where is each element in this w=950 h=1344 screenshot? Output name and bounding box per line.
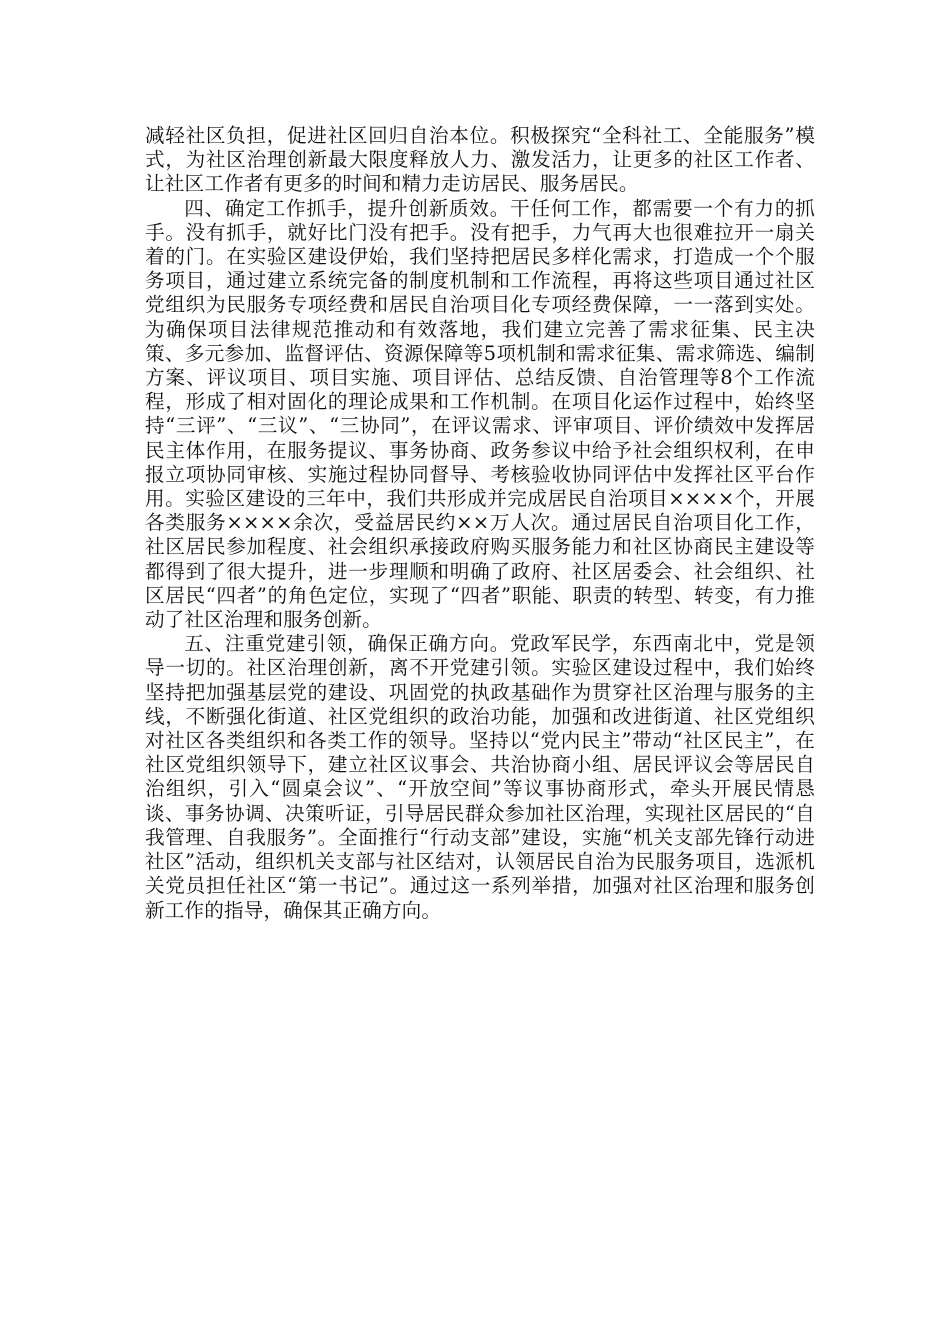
document-body <box>145 124 815 923</box>
paragraph-continuation: 减轻社区负担，促进社区回归自治本位。积极探究“全科社工、全能服务”模式，为社区治理创新最大限度释放人力、激发活力，让更多的社区工作者、让社区工作者有更多的时间和精力走访居民、服务居民。 <box>145 124 815 196</box>
paragraph-section-five: 五、注重党建引领，确保正确方向。党政军民学，东西南北中，党是领导一切的。社区治理创新，离不开党建引领。实验区建设过程中，我们始终坚持把加强基层党的建设、巩固党的执政基础作为贯穿社区治理与服务的主线，不断强化街道、社区党组织的政治功能，加强和改进街道、社区党组织对社区各类组织和各类工作的领导。坚持以“党内民主”带动“社区民主”，在社区党组织领导下，建立社区议事会、共治协商小组、居民评议会等居民自治组织，引入“圆桌会议”、“开放空间”等议事协商形式，牵头开展民情恳谈、事务协调、决策听证，引导居民群众参加社区治理，实现社区居民的“自我管理、自我服务”。全面推行“行动支部”建设，实施“机关支部先锋行动进社区”活动，组织机关支部与社区结对，认领居民自治为民服务项目，选派机关党员担任社区“第一书记”。通过这一系列举措，加强对社区治理和服务创新工作的指导，确保其正确方向。 <box>145 632 815 922</box>
paragraph-section-four: 四、确定工作抓手，提升创新质效。干任何工作，都需要一个有力的抓手。没有抓手，就好比门没有把手。没有把手，力气再大也很难拉开一扇关着的门。在实验区建设伊始，我们坚持把居民多样化需求，打造成一个个服务项目，通过建立系统完备的制度机制和工作流程，再将这些项目通过社区党组织为民服务专项经费和居民自治项目化专项经费保障，一一落到实处。为确保项目法律规范推动和有效落地，我们建立完善了需求征集、民主决策、多元参加、监督评估、资源保障等5项机制和需求征集、需求筛选、编制方案、评议项目、项目实施、项目评估、总结反馈、自治管理等8个工作流程，形成了相对固化的理论成果和工作机制。在项目化运作过程中，始终坚持“三评”、“三议”、“三协同”，在评议需求、评审项目、评价绩效中发挥居民主体作用，在服务提议、事务协商、政务参议中给予社会组织权利，在申报立项协同审核、实施过程协同督导、考核验收协同评估中发挥社区平台作用。实验区建设的三年中，我们共形成并完成居民自治项目××××个，开展各类服务××××余次，受益居民约××万人次。通过居民自治项目化工作，社区居民参加程度、社会组织承接政府购买服务能力和社区协商民主建设等都得到了很大提升，进一步理顺和明确了政府、社区居委会、社会组织、社区居民“四者”的角色定位，实现了“四者”职能、职责的转型、转变，有力推动了社区治理和服务创新。 <box>145 196 815 632</box>
